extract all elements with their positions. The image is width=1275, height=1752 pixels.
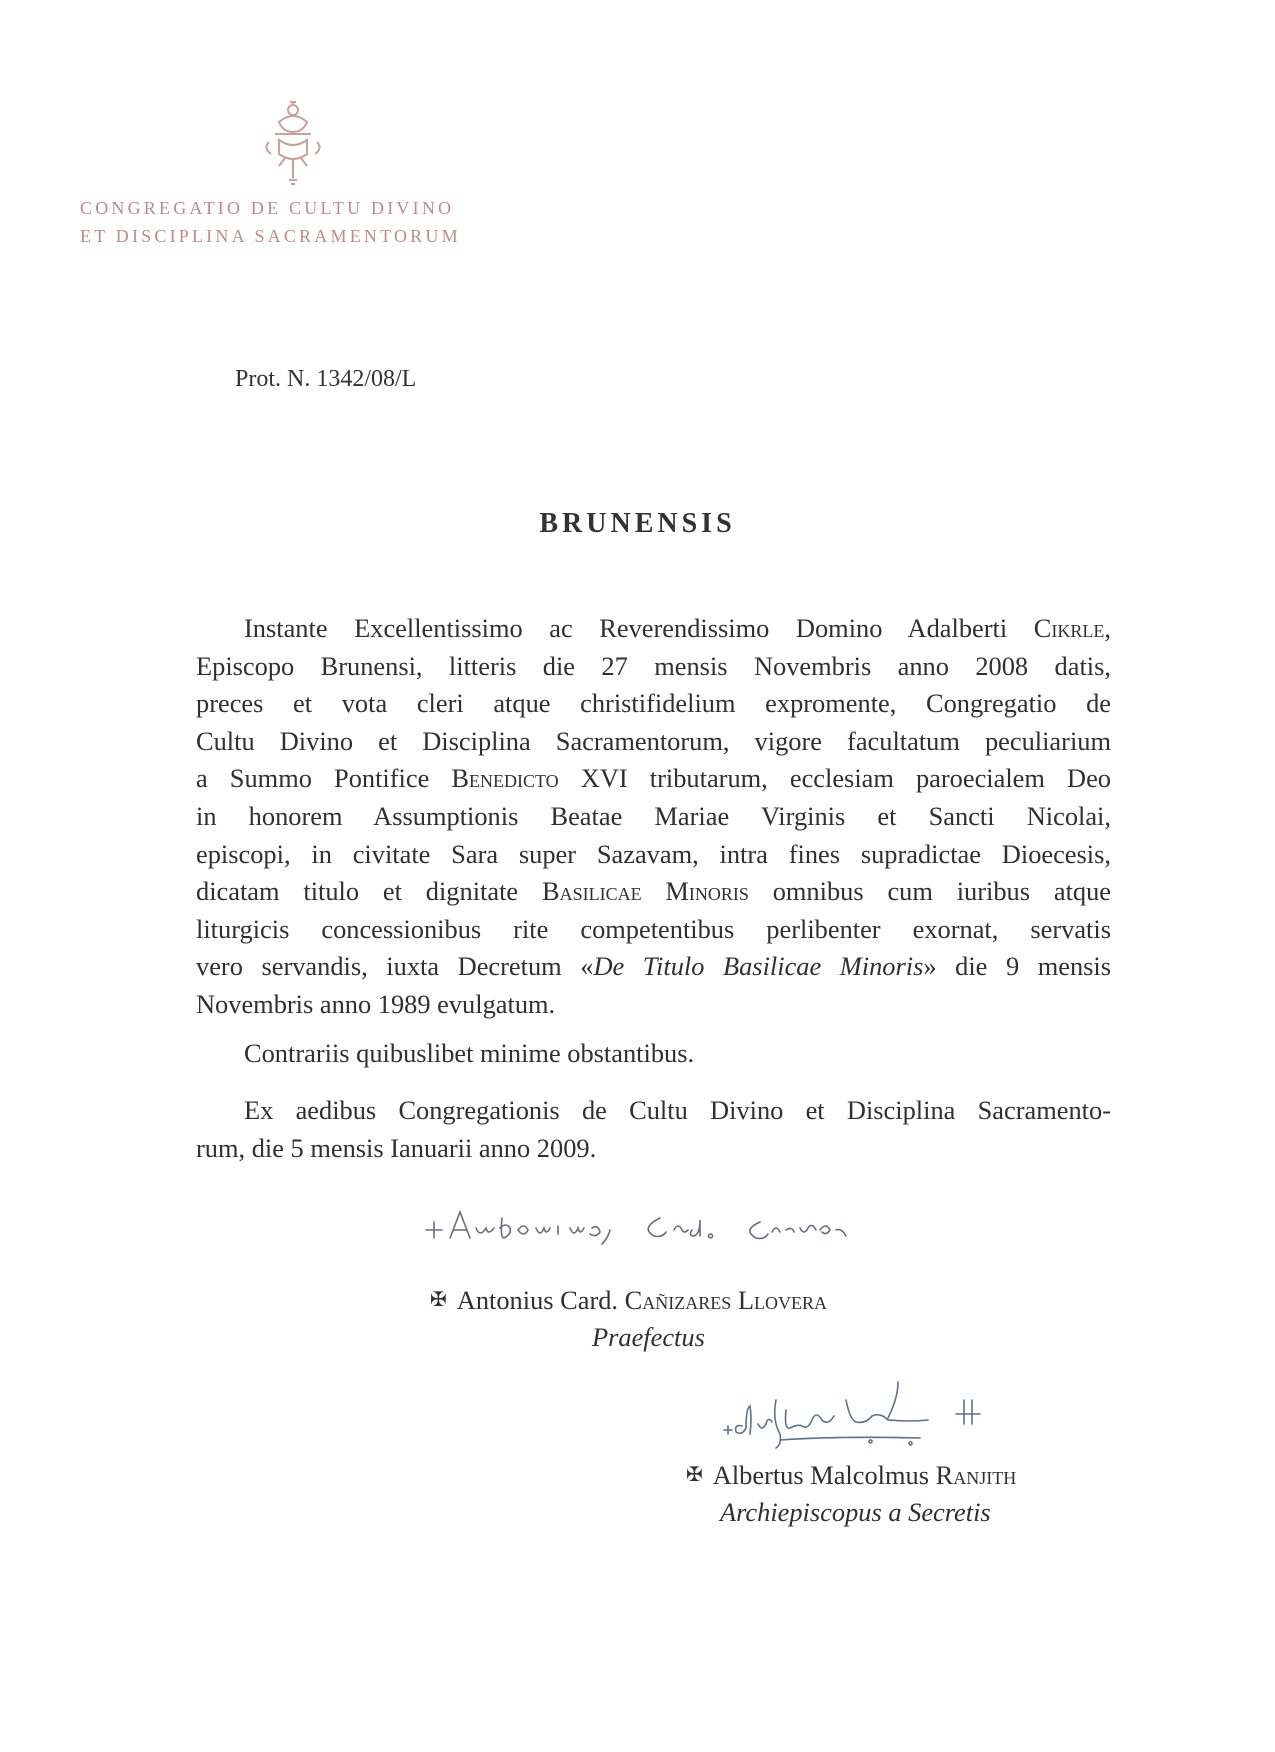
body-line: Instante Excellentissimo ac Reverendissimo Domino Adalberti Cikrle, [244, 613, 1111, 643]
coat-of-arms-icon [255, 100, 331, 186]
prefect-title: Praefectus [592, 1322, 705, 1352]
secretary-name: ✠ Albertus Malcolmus Ranjith [686, 1460, 1017, 1490]
signature-secretary [720, 1370, 990, 1450]
body-line: preces et vota cleri atque christifidelium expromente, Congregatio de [196, 688, 1111, 719]
body-line: vero servandis, iuxta Decretum «De Titulo Basilicae Minoris» die 9 mensis [196, 951, 1112, 982]
closing-line: Ex aedibus Congregationis de Cultu Divino et Disciplina Sacramento- [244, 1095, 1111, 1125]
signature-prefect [420, 1200, 940, 1260]
contrariis-clause: Contrariis quibuslibet minime obstantibus. [244, 1038, 695, 1068]
body-line: Cultu Divino et Disciplina Sacramentorum, vigore facultatum peculiarium [196, 725, 1111, 756]
letterhead-line-2: ET DISCIPLINA SACRAMENTORUM [80, 226, 461, 246]
body-line: Novembris anno 1989 evulgatum. [196, 988, 556, 1019]
secretary-title: Archiepiscopus a Secretis [720, 1497, 991, 1527]
body-line: Episcopo Brunensi, litteris die 27 mensis Novembris anno 2008 datis, [196, 650, 1111, 681]
document-heading: BRUNENSIS [539, 508, 736, 539]
body-line: a Summo Pontifice Benedicto XVI tributarum, ecclesiam paroecialem Deo [196, 763, 1111, 794]
body-line: in honorem Assumptionis Beatae Mariae Virginis et Sancti Nicolai, [196, 800, 1111, 831]
letterhead-line-1: CONGREGATIO DE CULTU DIVINO [80, 198, 455, 218]
decree-body [196, 610, 1111, 1024]
body-line: episcopi, in civitate Sara super Sazavam, intra fines supradictae Dioecesis, [196, 838, 1111, 869]
closing-clause [196, 1092, 1111, 1167]
protocol-number: Prot. N. 1342/08/L [235, 366, 417, 392]
closing-line: rum, die 5 mensis Ianuarii anno 2009. [196, 1132, 597, 1163]
prefect-name: ✠ Antonius Card. Cañizares Llovera [430, 1285, 827, 1315]
body-line: liturgicis concessionibus rite competentibus perlibenter exornat, servatis [196, 913, 1111, 944]
body-line: dicatam titulo et dignitate Basilicae Minoris omnibus cum iuribus atque [196, 876, 1112, 907]
